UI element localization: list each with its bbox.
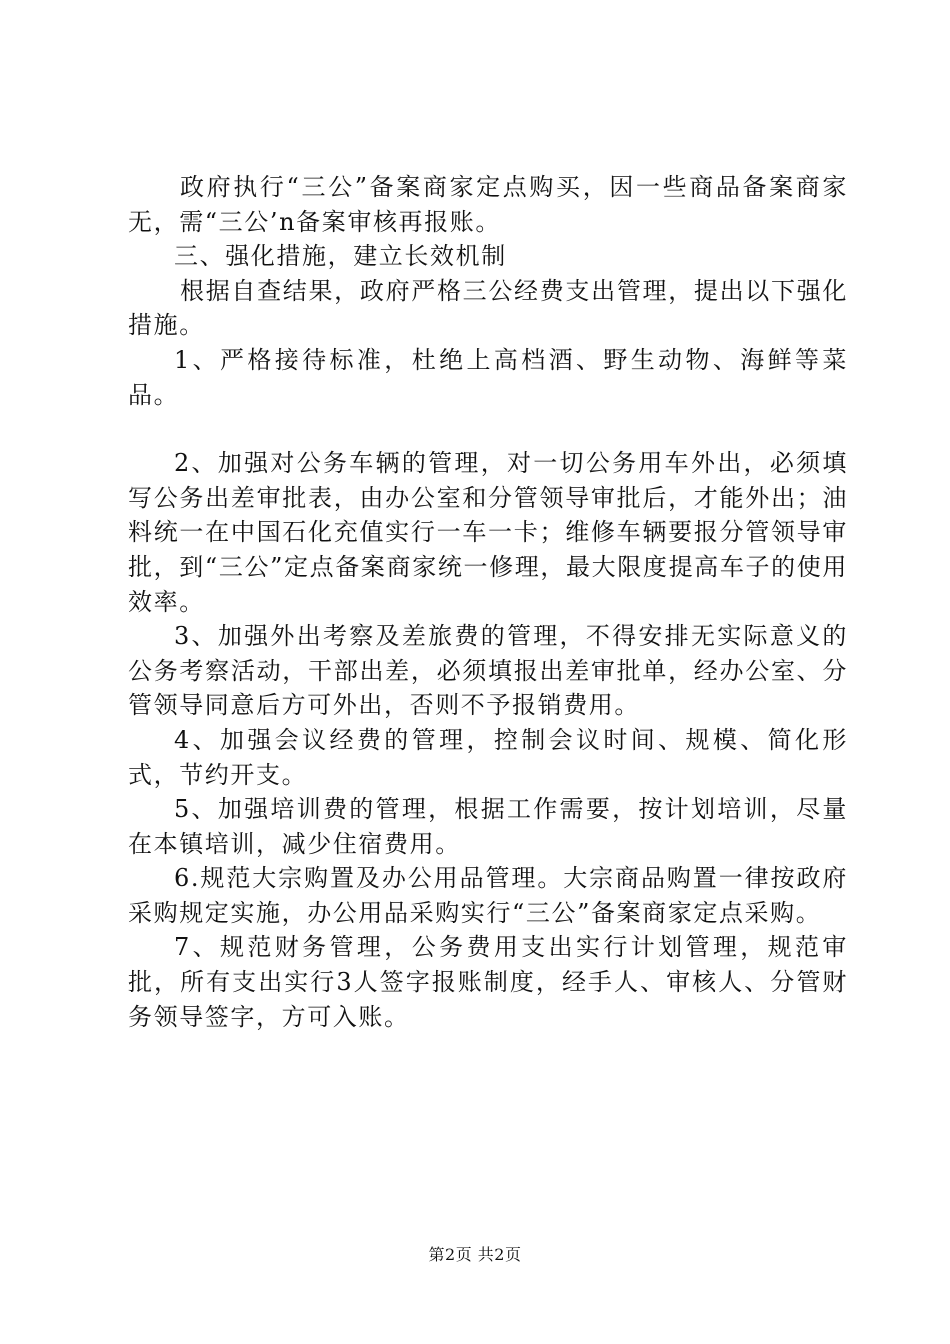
paragraph-item-7: 7、规范财务管理，公务费用支出实行计划管理，规范审批，所有支出实行3人签字报账制度，经手人、审核人、分管财务领导签字，方可入账。 (128, 933, 848, 1031)
section-heading-measures: 三、强化措施，建立长效机制 (174, 242, 507, 271)
paragraph-purchase-note: 政府执行“三公”备案商家定点购买，因一些商品备案商家无，需“三公’n备案审核再报账。 (128, 173, 848, 236)
paragraph-item-6: 6.规范大宗购置及办公用品管理。大宗商品购置一律按政府采购规定实施，办公用品采购实行“三公”备案商家定点采购。 (128, 864, 848, 927)
paragraph-item-1: 1、严格接待标准，杜绝上高档酒、野生动物、海鲜等菜品。 (128, 345, 848, 409)
paragraph-intro-measures: 根据自查结果，政府严格三公经费支出管理，提出以下强化措施。 (128, 276, 848, 340)
document-body (128, 170, 848, 1034)
page-number-footer: 第2页 共2页 (428, 1245, 522, 1264)
paragraph-item-4: 4、加强会议经费的管理，控制会议时间、规模、简化形式，节约开支。 (128, 725, 848, 789)
paragraph-item-3: 3、加强外出考察及差旅费的管理，不得安排无实际意义的公务考察活动，干部出差，必须填报出差审批单，经办公室、分管领导同意后方可外出，否则不予报销费用。 (128, 622, 848, 720)
paragraph-item-5: 5、加强培训费的管理，根据工作需要，按计划培训，尽量在本镇培训，减少住宿费用。 (128, 795, 848, 858)
paragraph-item-2: 2、加强对公务车辆的管理，对一切公务用车外出，必须填写公务出差审批表，由办公室和分管领导审批后，才能外出；油料统一在中国石化充值实行一车一卡；维修车辆要报分管领导审批，到“三公”定点备案商家统一修理，最大限度提高车子的使用效率。 (128, 449, 848, 616)
